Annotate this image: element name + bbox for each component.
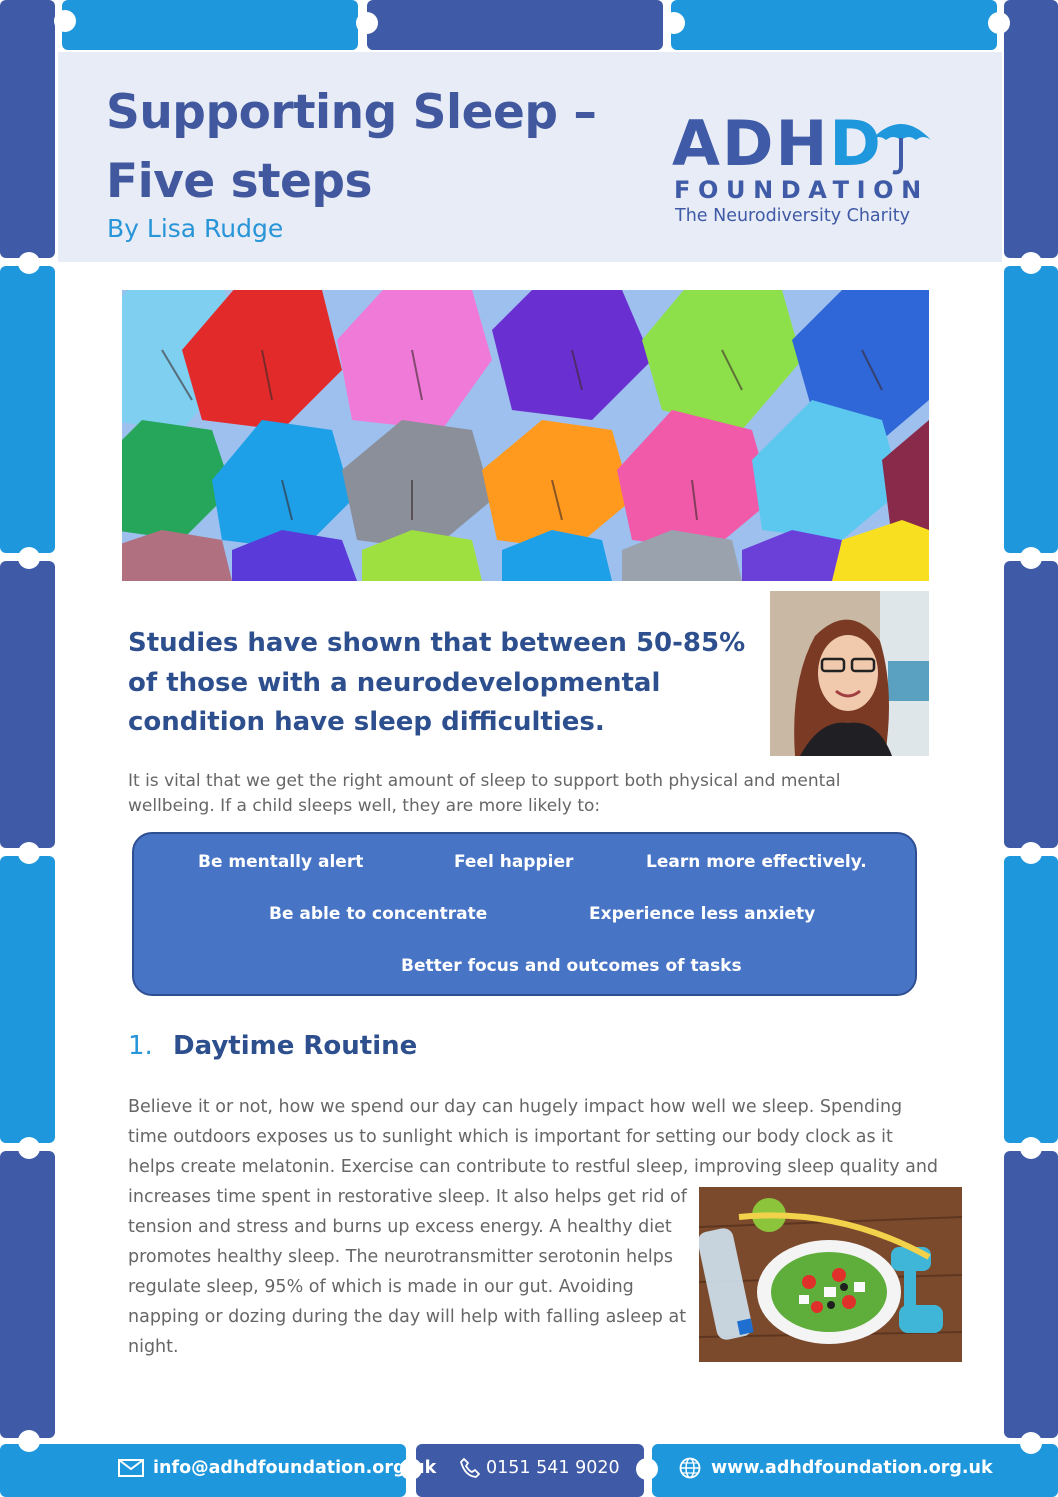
logo-foundation: FOUNDATION	[674, 176, 929, 204]
benefit-item: Be able to concentrate	[269, 904, 488, 924]
logo-tagline: The Neurodiversity Charity	[675, 206, 910, 226]
section-number: 1.	[128, 1031, 153, 1061]
border-piece	[1004, 1151, 1058, 1438]
border-piece	[62, 0, 358, 50]
benefit-item: Learn more effectively.	[646, 852, 867, 872]
footer-phone-link[interactable]: 0151 541 9020	[486, 1458, 620, 1478]
title-line-2: Five steps	[106, 154, 373, 209]
border-piece	[671, 0, 997, 50]
benefit-item: Experience less anxiety	[589, 904, 816, 924]
section-text-line: helps create melatonin. Exercise can contribute to restful sleep, improving sleep quality and	[128, 1157, 939, 1177]
intro-headline: Studies have shown that between 50-85% of those with a neurodevelopmental condition have sleep difficulties.	[128, 628, 746, 737]
section-text-line: napping or dozing during the day will help with falling asleep at	[128, 1307, 687, 1327]
benefit-item: Feel happier	[454, 852, 574, 872]
benefit-item: Be mentally alert	[198, 852, 364, 872]
author-byline: By Lisa Rudge	[107, 214, 284, 243]
page-title	[106, 78, 626, 216]
umbrellas-banner-image	[122, 290, 929, 581]
logo-wordmark: ADHD	[672, 107, 883, 180]
benefits-box	[132, 832, 917, 996]
phone-icon	[459, 1457, 481, 1479]
border-piece	[1004, 266, 1058, 553]
envelope-icon	[118, 1459, 144, 1477]
border-piece	[367, 0, 663, 50]
title-line-1: Supporting Sleep –	[106, 85, 597, 140]
border-piece	[0, 561, 55, 848]
section-text-line: tension and stress and burns up excess energy. A healthy diet	[128, 1217, 672, 1237]
adhd-foundation-logo	[672, 107, 940, 232]
footer-website-link[interactable]: www.adhdfoundation.org.uk	[711, 1458, 993, 1478]
section-title: Daytime Routine	[173, 1031, 418, 1061]
author-portrait	[770, 591, 929, 756]
section-text-line: night.	[128, 1337, 179, 1357]
border-piece	[0, 1151, 55, 1438]
section-text-line: time outdoors exposes us to sunlight which is important for setting our body clock as it	[128, 1127, 893, 1147]
globe-icon	[679, 1457, 701, 1479]
border-piece	[1004, 856, 1058, 1143]
benefit-item: Better focus and outcomes of tasks	[401, 956, 742, 976]
section-text-line: Believe it or not, how we spend our day can hugely impact how well we sleep. Spending	[128, 1097, 903, 1117]
border-piece	[0, 266, 55, 553]
footer-email-link[interactable]: info@adhdfoundation.org.uk	[153, 1458, 437, 1478]
intro-paragraph: It is vital that we get the right amount of sleep to support both physical and mental wellbeing. If a child sleeps well, they are more likely to:	[128, 771, 841, 816]
border-piece	[1004, 561, 1058, 848]
section-text-line: regulate sleep, 95% of which is made in our gut. Avoiding	[128, 1277, 634, 1297]
border-piece	[0, 856, 55, 1143]
border-piece	[1004, 0, 1058, 258]
section-text-line: increases time spent in restorative sleep. It also helps get rid of	[128, 1187, 687, 1207]
umbrella-icon	[869, 116, 933, 176]
healthy-food-image	[699, 1187, 962, 1362]
border-piece	[0, 0, 55, 258]
section-text-line: promotes healthy sleep. The neurotransmitter serotonin helps	[128, 1247, 673, 1267]
